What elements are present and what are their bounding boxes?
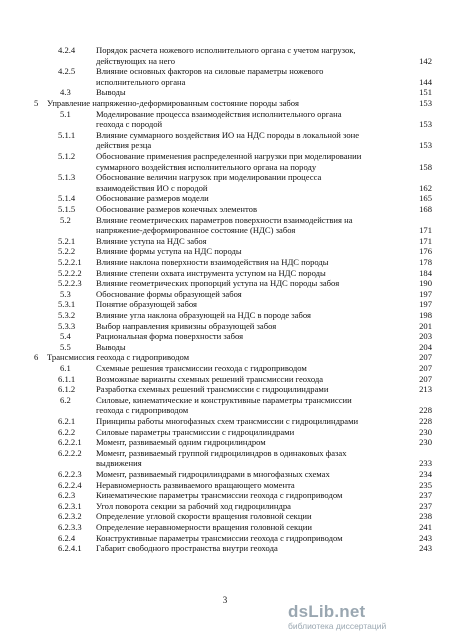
toc-entry-page: 171 [419, 235, 432, 246]
toc-entry-number: 6 [34, 352, 39, 363]
toc-entry-title: Влияние угла наклона образующей на НДС в породе забоя [96, 310, 311, 320]
toc-entry-number: 6.2.1 [58, 416, 76, 426]
toc-entry-page: 178 [419, 257, 432, 267]
toc-entry-page: 213 [419, 384, 432, 395]
toc-entry-number: 5.3 [60, 288, 71, 299]
toc-entry-page: 197 [419, 288, 432, 299]
toc-entry-title: Габарит свободного пространства внутри геохода [96, 543, 278, 554]
toc-entry-number: 5.1.1 [58, 129, 76, 140]
toc-entry-page: 168 [419, 204, 432, 214]
toc-entry-title-continuation: суммарного воздействия исполнительного органа на породу [96, 161, 317, 172]
toc-entry-number: 4.3 [60, 87, 71, 98]
toc-entry-number: 4.2.5 [58, 66, 76, 77]
toc-entry-title: Моделирование процесса взаимодействия исполнительного органа [96, 108, 342, 119]
toc-entry-page: 142 [419, 55, 432, 66]
toc-entry-number: 6.1.1 [58, 373, 76, 384]
toc-entry-number: 5.1 [60, 108, 71, 119]
toc-entry-page: 241 [419, 522, 432, 532]
toc-entry-title: Понятие образующей забоя [96, 299, 197, 310]
toc-entry-title: Обоснование величин нагрузок при моделировании процесса [96, 172, 322, 183]
toc-entry-title: Угол поворота секции за рабочий ход гидроцилиндра [96, 500, 291, 511]
toc-entry-title: Обоснование применения распределенной нагрузки при моделировании [96, 151, 362, 161]
toc-entry-page: 207 [419, 352, 432, 363]
toc-entry-number: 5.2.2.1 [58, 257, 82, 267]
toc-entry-number: 6.1 [60, 363, 71, 373]
toc-entry-page: 237 [419, 500, 432, 511]
toc-entry-number: 4.2.4 [58, 45, 76, 55]
toc-entry-title: Влияние формы уступа на НДС породы [96, 246, 242, 257]
toc-entry-title: Рациональная форма поверхности забоя [96, 331, 244, 342]
toc-entry-number: 5.2.1 [58, 235, 76, 246]
toc-entry-title: Выбор направления кривизны образующей забоя [96, 320, 277, 331]
toc-entry-title: Влияние уступа на НДС забоя [96, 235, 207, 246]
toc-entry-page: 201 [419, 320, 432, 331]
toc-entry-number: 5.2.2 [58, 246, 76, 257]
toc-entry-page: 207 [419, 373, 432, 384]
toc-entry-page: 153 [419, 140, 432, 151]
toc-entry-page: 171 [419, 225, 432, 236]
toc-entry-title: Влияние основных факторов на силовые параметры ножевого [96, 66, 324, 77]
toc-entry-title: Момент, развиваемый группой гидроцилиндров в одинаковых фазах [96, 447, 347, 458]
toc-entry-title: Влияние степени охвата инструмента уступом на НДС породы [96, 267, 326, 278]
toc-entry-title: Силовые, кинематические и конструктивные параметры трансмиссии [96, 394, 352, 405]
toc-entry-title: Разработка схемных решений трансмиссии с гидроцилиндрами [96, 384, 329, 395]
toc-entry-number: 5.1.5 [58, 204, 76, 214]
toc-entry-page: 153 [419, 119, 432, 130]
toc-entry-title-continuation: действия резца [96, 140, 152, 151]
toc-entry-number: 5.3.2 [58, 310, 76, 320]
toc-entry-page: 230 [419, 426, 432, 437]
toc-entry-title: Момент, развиваемый гидроцилиндрами в многофазных схемах [96, 469, 330, 479]
toc-entry-title: Обоснование размеров конечных элементов [96, 204, 258, 214]
toc-entry-page: 197 [419, 299, 432, 310]
toc-entry-title: Управление напряженно-деформированным состояние породы забоя [47, 98, 299, 108]
toc-entry-page: 228 [419, 405, 432, 416]
toc-entry-title: Возможные варианты схемных решений трансмиссии геохода [96, 373, 324, 384]
toc-entry-title: Влияние суммарного воздействия ИО на НДС породы в локальной зоне [96, 129, 360, 140]
toc-entry-number: 5.3.1 [58, 299, 76, 310]
toc-entry-page: 204 [419, 341, 432, 352]
toc-entry-number: 5.1.2 [58, 151, 76, 161]
toc-entry-title: Определение неравномерности вращения головной секции [96, 522, 312, 532]
toc-entry-number: 5.2.2.2 [58, 267, 82, 278]
toc-entry-title: Принципы работы многофазных схем трансмиссии с гидроцилиндрами [96, 416, 359, 426]
toc-entry-title: Влияние наклона поверхности взаимодействия на НДС породы [96, 257, 329, 267]
toc-entry-page: 184 [419, 267, 432, 278]
toc-entry-title: Схемные решения трансмиссии геохода с гидроприводом [96, 363, 307, 373]
toc-entry-number: 6.2 [60, 394, 71, 405]
toc-entry-number: 6.1.2 [58, 384, 76, 395]
toc-entry-title: Неравномерность развиваемого вращающего момента [96, 479, 295, 490]
toc-entry-page: 235 [419, 479, 432, 490]
dslib-watermark-logo [284, 602, 444, 634]
toc-entry-number: 5.2.2.3 [58, 278, 82, 289]
toc-entry-number: 5.4 [60, 331, 71, 342]
toc-entry-title: Обоснование размеров модели [96, 193, 209, 204]
toc-entry-title: Влияние геометрических пропорций уступа на НДС породы забоя [96, 278, 340, 289]
toc-entry-title: Момент, развиваемый одним гидроцилиндром [96, 437, 266, 448]
toc-entry-title: Трансмиссия геохода с гидроприводом [47, 352, 190, 363]
toc-entry-page: 234 [419, 469, 432, 479]
toc-entry-page: 203 [419, 331, 432, 342]
toc-entry-page: 238 [419, 511, 432, 522]
watermark-tagline: библиотека диссертаций [288, 621, 387, 631]
toc-entry-title: Силовые параметры трансмиссии с гидроцилиндрами [96, 426, 295, 437]
toc-entry-page: 176 [419, 246, 432, 257]
toc-entry-title-continuation: исполнительного органа [96, 76, 186, 87]
toc-entry-number: 5.1.4 [58, 193, 76, 204]
toc-entry-number: 5.1.3 [58, 172, 76, 183]
toc-entry-number: 5.2 [60, 214, 71, 225]
toc-entry-page: 230 [419, 437, 432, 448]
toc-entry-title: Выводы [96, 341, 126, 352]
toc-entry-number: 6.2.3.2 [58, 511, 82, 522]
toc-entry-page: 162 [419, 182, 432, 193]
toc-entry-title: Кинематические параметры трансмиссии геохода с гидроприводом [96, 490, 343, 501]
page-number: 3 [222, 595, 228, 605]
toc-entry-number: 6.2.2.3 [58, 469, 82, 479]
toc-entry-title-continuation: напряжение-деформированное состояние (НДС) забоя [96, 225, 296, 236]
toc-entry-title-continuation: выдвижения [96, 458, 142, 469]
toc-entry-page: 233 [419, 458, 432, 469]
toc-entry-number: 6.2.4 [58, 532, 76, 543]
toc-entry-title-continuation: действующих на него [96, 55, 176, 66]
toc-entry-title: Обоснование формы образующей забоя [96, 288, 242, 299]
toc-entry-page: 153 [419, 98, 432, 108]
toc-entry-page: 237 [419, 490, 432, 501]
toc-entry-number: 6.2.2 [58, 426, 76, 437]
table-of-contents [0, 45, 450, 585]
toc-entry-page: 207 [419, 363, 432, 373]
toc-entry-title-continuation: геохода с гидроприводом [96, 405, 189, 416]
toc-entry-page: 198 [419, 310, 432, 320]
toc-entry-number: 6.2.2.1 [58, 437, 82, 448]
toc-entry-title: Выводы [96, 87, 126, 98]
toc-entry-page: 243 [419, 543, 432, 554]
toc-entry-page: 228 [419, 416, 432, 426]
toc-entry-number: 6.2.2.2 [58, 447, 82, 458]
toc-entry-page: 243 [419, 532, 432, 543]
toc-entry-number: 6.2.4.1 [58, 543, 82, 554]
toc-entry-title: Определение угловой скорости вращения головной секции [96, 511, 312, 522]
toc-entry-number: 6.2.2.4 [58, 479, 82, 490]
toc-entry-title: Порядок расчета ножевого исполнительного органа с учетом нагрузок, [96, 45, 356, 55]
toc-entry-page: 144 [419, 76, 432, 87]
toc-entry-title: Конструктивные параметры трансмиссии геохода с гидроприводом [96, 532, 343, 543]
toc-entry-number: 6.2.3.1 [58, 500, 82, 511]
toc-entry-title-continuation: геохода с породой [96, 119, 163, 130]
toc-entry-page: 158 [419, 161, 432, 172]
toc-entry-number: 5.5 [60, 341, 71, 352]
toc-entry-number: 5 [34, 98, 39, 108]
toc-entry-page: 190 [419, 278, 432, 289]
toc-entry-number: 6.2.3.3 [58, 522, 82, 532]
toc-entry-number: 6.2.3 [58, 490, 76, 501]
toc-entry-page: 165 [419, 193, 432, 204]
toc-entry-number: 5.3.3 [58, 320, 76, 331]
toc-entry-title-continuation: взаимодействия ИО с породой [96, 182, 208, 193]
toc-entry-page: 151 [419, 87, 432, 98]
watermark-logo-text: dsLib.net [288, 602, 366, 621]
toc-entry-title: Влияние геометрических параметров поверхности взаимодействия на [96, 214, 353, 225]
